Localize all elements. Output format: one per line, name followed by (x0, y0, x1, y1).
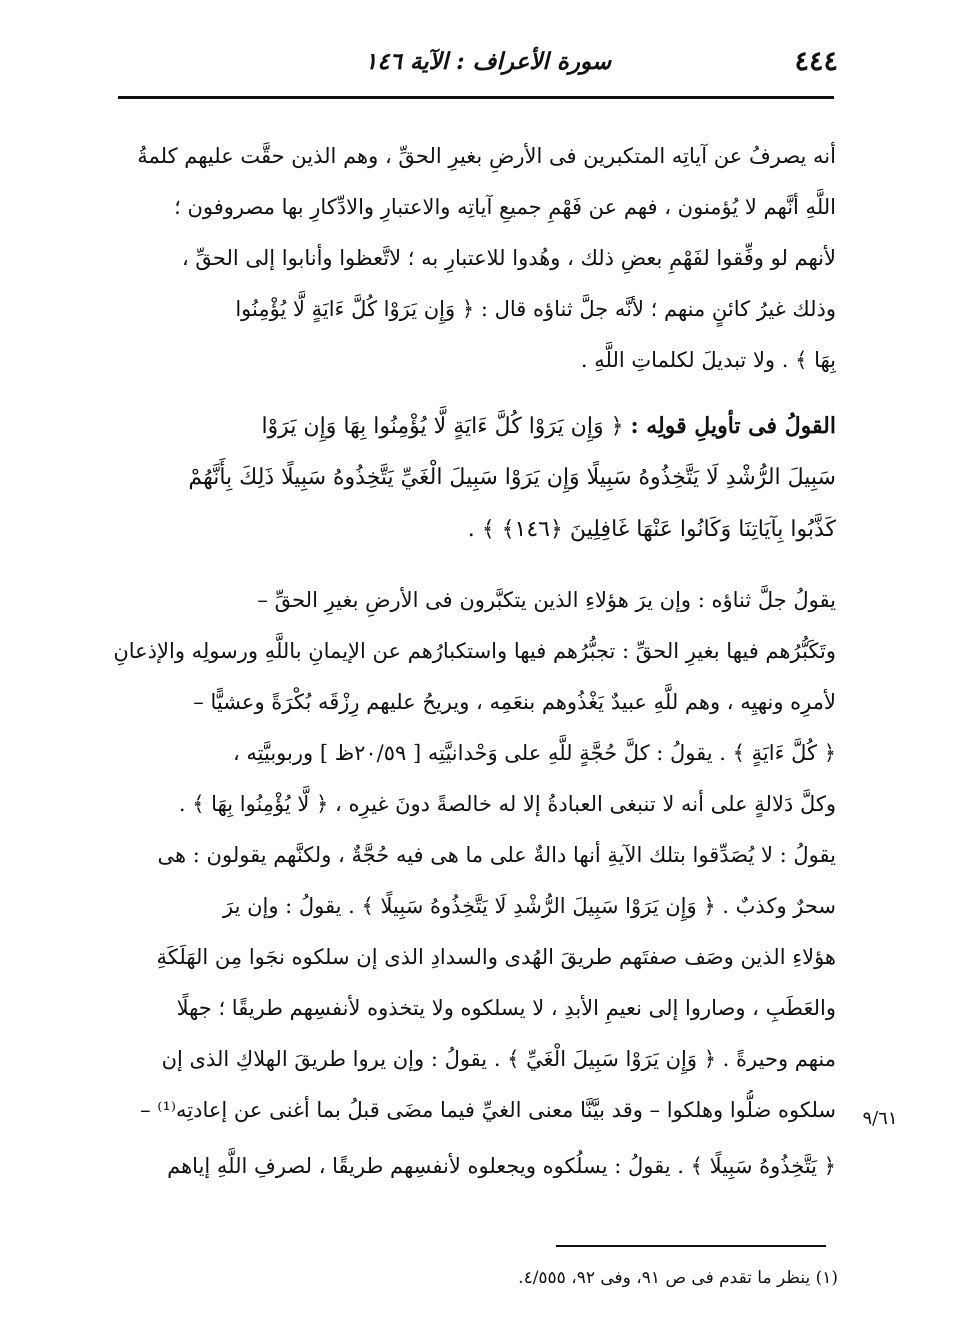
text-line: هؤلاءِ الذين وصَف صفتَهم طريقَ الهُدى والسدادِ الذى إن سلكوه نجَوا مِن الهَلَكَةِ (156, 945, 836, 969)
text-line: وذلك غيرُ كائنٍ منهم ؛ لأنَّه جلَّ ثناؤه قال : ﴿ وَإِن يَرَوْا كُلَّ ءَايَةٍ لَّا يُؤْمِنُوا (235, 297, 836, 321)
text-line: وكلَّ دَلالةٍ على أنه لا تنبغى العبادةُ إلا له خالصةً دونَ غيرِه ، ﴿ لَّا يُؤْمِنُوا بِهَا ﴾ . (178, 792, 836, 816)
text-line: لأنهم لو وفِّقوا لفَهْمِ بعضِ ذلك ، وهُدوا للاعتبارِ به ؛ لاتَّعظوا وأنابوا إلى الحقِّ ، (181, 246, 836, 270)
section-lead: القولُ فى تأويلِ قولِه : (630, 413, 836, 439)
text-line: سلكوه ضلُّوا وهلكوا – وقد بيَّنَّا معنى الغيِّ فيما مضَى قبلُ بما أغنى عن إعادتِه⁽¹⁾ – (140, 1098, 836, 1122)
text-line: أنه يصرفُ عن آياتِه المتكبرين فى الأرضِ بغيرِ الحقِّ ، وهم الذين حقَّت عليهم كلمةُ (137, 144, 836, 168)
text-line: يقولُ : لا يُصَدِّقوا بتلك الآيةِ أنها دالةٌ على ما هى فيه حُجَّةٌ ، ولكنَّهم يقولون : هى (157, 843, 836, 867)
section-heading-line (112, 406, 836, 446)
text-line: ﴿ يَتَّخِذُوهُ سَبِيلًا ﴾ . يقولُ : يسلُكوه ويجعلوه لأنفسِهم طريقًا ، لصرفِ اللَّهِ إياهم (167, 1154, 836, 1178)
margin-reference: ٩/٦١ (862, 1108, 898, 1129)
footnote: (١) ينظر ما تقدم فى ص ٩١، وفى ٩٢، ٤/٥٥٥. (518, 1268, 838, 1288)
text-line: يقولُ جلَّ ثناؤه : وإن يرَ هؤلاءِ الذين يتكبَّرون فى الأرضِ بغيرِ الحقِّ – (257, 588, 836, 612)
text-line: منهم وحيرةً . ﴿ وَإِن يَرَوْا سَبِيلَ الْغَيِّ ﴾ . يقولُ : وإن يروا طريقَ الهلاكِ الذى إن (161, 1047, 836, 1071)
header-rule (118, 96, 834, 99)
quran-verse-line: كَذَّبُوا بِآيَاتِنَا وَكَانُوا عَنْهَا غَافِلِينَ ﴿١٤٦﴾ ﴾ . (467, 517, 836, 542)
text-line: بِهَا ﴾ . ولا تبديلَ لكلماتِ اللَّهِ . (580, 348, 836, 372)
text-line: وتَكَبُّرُهم فيها بغيرِ الحقِّ : تجبُّرُهم فيها واستكبارُهم عن الإيمانِ باللَّهِ ورسولِه والإذعانِ (113, 639, 836, 663)
text-line: سحرٌ وكذبٌ . ﴿ وَإِن يَرَوْا سَبِيلَ الرُّشْدِ لَا يَتَّخِذُوهُ سَبِيلًا ﴾ . يقولُ : وإن يرَ (222, 894, 836, 918)
page-number: ٤٤٤ (794, 46, 838, 77)
quran-verse-line: سَبِيلَ الرُّشْدِ لَا يَتَّخِذُوهُ سَبِيلًا وَإِن يَرَوْا سَبِيلَ الْغَيِّ يَتَّخِذُوهُ سَبِيلًا ذَلِكَ بِأَنَّهُمْ (188, 465, 836, 490)
text-line: ﴿ كُلَّ ءَايَةٍ ﴾ . يقولُ : كلَّ حُجَّةٍ للَّهِ على وَحْدانيَّتِه [ ٢٠/٥٩ظ ] وربوبيَّتِه ، (232, 741, 836, 765)
page-header (118, 44, 838, 94)
footnote-rule (556, 1245, 826, 1247)
text-line: لأمرِه ونهيِه ، وهم للَّهِ عبيدٌ يَغْذُوهم بنعَمِه ، ويريحُ عليهم رِزْقَه بُكْرَةً وعشيًّا – (193, 690, 836, 714)
running-title: سورة الأعراف : الآية ١٤٦ (364, 48, 612, 75)
text-line: اللَّهِ أنَّهم لا يُؤمنون ، فهم عن فَهْمِ جميعِ آياتِه والاعتبارِ والادِّكارِ بها مصروفون ؛ (174, 195, 836, 219)
quran-verse-text: ﴿ وَإِن يَرَوْا كُلَّ ءَايَةٍ لَّا يُؤْمِنُوا بِهَا وَإِن يَرَوْا (261, 414, 624, 439)
text-line: والعَطَبِ ، وصاروا إلى نعيمِ الأبدِ ، لا يسلكوه ولا يتخذوه لأنفسِهم طريقًا ؛ جهلًا (176, 996, 836, 1020)
